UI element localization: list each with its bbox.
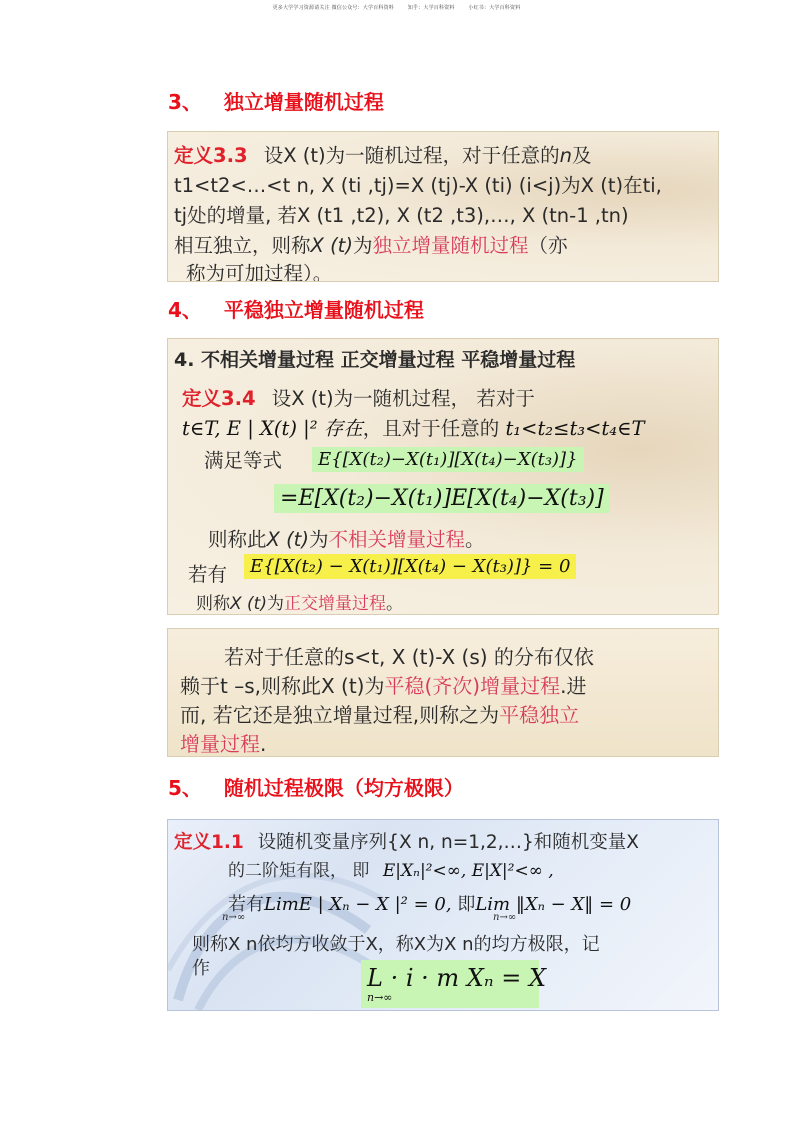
header-note — [0, 4, 793, 11]
slide2-heading: 4. 不相关增量过程 正交增量过程 平稳增量过程 — [174, 349, 576, 371]
text: （亦 — [528, 234, 568, 257]
equation-uncorrelated-rhs: =E[X(t₂)−X(t₁)]E[X(t₄)−X(t₃)] — [274, 484, 610, 513]
slide4-line-3 — [228, 890, 631, 916]
section-number: 5、 — [168, 776, 202, 800]
text: 为 — [266, 594, 284, 614]
text: .进 — [560, 674, 587, 698]
text: 则称 — [196, 594, 230, 614]
section-heading-5 — [168, 772, 464, 801]
text: 设X (t)为一随机过程， 若对于 — [271, 387, 535, 410]
term-increment-process: 增量过程 — [180, 732, 260, 756]
slide4-line-5: 作 — [192, 958, 210, 979]
text: 。 — [385, 594, 403, 614]
slide2-line-7 — [196, 589, 403, 614]
math-x-t: X (t) — [230, 594, 267, 614]
math-lim-expectation: LimE | Xₙ − X |² = 0, — [264, 894, 452, 915]
term-uncorrelated-increment: 不相关增量过程 — [328, 528, 465, 551]
text: 设随机变量序列{X n, n=1,2,…}和随机变量X — [257, 832, 639, 853]
text: 为 — [352, 234, 373, 257]
math-expectation-exists: t∈T, E | X(t) |² 存在 — [182, 417, 363, 440]
equation-uncorrelated-lhs: E{[X(t₂)−X(t₁)][X(t₄)−X(t₃)]} — [312, 447, 584, 472]
text: 即 — [457, 894, 476, 915]
header-note-wechat: 更多大学学习资源请关注 微信公众号：大学百科资料 — [272, 5, 394, 11]
section-title: 随机过程极限（均方极限） — [223, 776, 464, 800]
slide-stationary-increment — [167, 628, 719, 757]
text: 的二阶矩有限， 即 — [228, 861, 370, 881]
section-title: 独立增量随机过程 — [223, 90, 384, 114]
slide4-line-1 — [174, 828, 639, 854]
subscript-n-to-infinity-2: n→∞ — [493, 912, 517, 923]
definition-label: 定义1.1 — [174, 832, 244, 853]
slide1-line-1 — [174, 140, 592, 168]
equation-mean-square-limit — [361, 960, 547, 1008]
slide2-line-1 — [182, 383, 535, 411]
math-time-order: t₁<t₂≤t₃<t₄∈T — [505, 417, 645, 440]
math-n: n — [559, 144, 573, 167]
text: ，且对于任意的 — [362, 417, 500, 440]
text: 为 — [308, 528, 329, 551]
slide2-line-5 — [208, 524, 484, 552]
equation-subscript: n→∞ — [367, 991, 393, 1004]
slide-definition-3-3 — [167, 131, 719, 282]
slide3-line-2 — [180, 670, 586, 699]
text: 。 — [464, 528, 485, 551]
text: 相互独立，则称 — [174, 234, 311, 257]
slide1-line-3: tj处的增量, 若X (t1 ,t2), X (t2 ,t3),…, X (tn-1 ,tn) — [174, 204, 629, 227]
text: . — [260, 732, 267, 756]
definition-label: 定义3.4 — [182, 387, 256, 410]
term-orthogonal-increment: 正交增量过程 — [283, 594, 386, 614]
equation-orthogonal: E{[X(t₂) − X(t₁)][X(t₄) − X(t₃)]} = 0 — [244, 554, 576, 579]
slide2-line-6: 若有 — [188, 563, 228, 586]
slide1-line-4 — [174, 230, 567, 258]
slide3-line-3 — [180, 699, 579, 728]
term-stationary-independent: 平稳独立 — [499, 703, 580, 727]
math-x-t: X (t) — [266, 528, 309, 551]
section-number: 4、 — [168, 298, 202, 322]
slide4-line-2 — [228, 856, 554, 881]
slide-definition-3-4 — [167, 338, 719, 615]
text: 则称此 — [208, 528, 267, 551]
slide2-line-3: 满足等式 — [204, 449, 283, 472]
header-note-xhs: 小红书：大学百科资料 — [468, 5, 521, 11]
equation-text: L · i · m Xₙ = X — [367, 964, 547, 992]
section-heading-4 — [168, 294, 424, 323]
slide1-line-2: t1<t2<…<t n, X (ti ,tj)=X (tj)-X (ti) (i<j)为X (t)在ti, — [174, 174, 662, 197]
section-number: 3、 — [168, 90, 202, 114]
slide4-line-4: 则称X n依均方收敛于X，称X为X n的均方极限，记 — [192, 934, 600, 955]
text: 若有 — [228, 894, 264, 915]
text: 赖于t –s,则称此X (t)为 — [180, 674, 385, 698]
text: 而, 若它还是独立增量过程,则称之为 — [180, 703, 500, 727]
slide2-line-2 — [182, 413, 645, 441]
math-finite-moments: E|Xₙ|²<∞, E|X|²<∞ , — [382, 861, 554, 881]
text: 设X (t)为一随机过程，对于任意的 — [263, 144, 560, 167]
header-note-zhihu: 知乎：大学百科资料 — [407, 5, 455, 11]
slide3-line-1: 若对于任意的s<t, X (t)-X (s) 的分布仅依 — [224, 645, 594, 669]
math-lim-norm: Lim ‖Xₙ − X‖ = 0 — [475, 894, 632, 915]
section-heading-3 — [168, 86, 384, 115]
term-stationary-increment: 平稳(齐次)增量过程 — [384, 674, 561, 698]
math-x-t: X (t) — [310, 234, 353, 257]
text: 及 — [572, 144, 592, 167]
slide3-line-4 — [180, 728, 266, 757]
definition-label: 定义3.3 — [174, 144, 248, 167]
section-title: 平稳独立增量随机过程 — [223, 298, 424, 322]
slide-definition-1-1 — [167, 819, 719, 1011]
term-independent-increment: 独立增量随机过程 — [372, 234, 529, 257]
subscript-n-to-infinity: n→∞ — [222, 912, 246, 923]
slide1-line-5: 称为可加过程）。 — [186, 262, 333, 282]
